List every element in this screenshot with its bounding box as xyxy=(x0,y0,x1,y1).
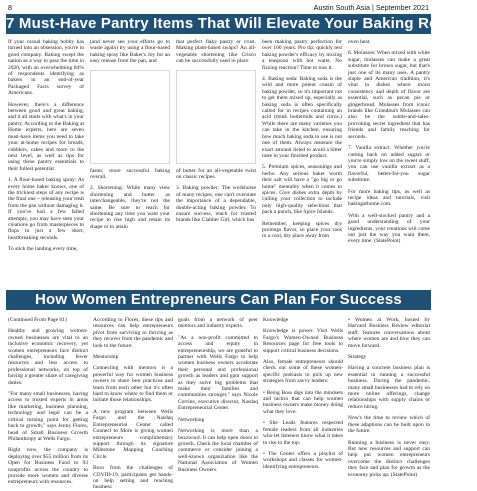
paragraph: 4. Baking soda: Baking soda is the wild and more potent cousin of baking powder, so it's important not to get them mixed up, especially as baking soda is often specifically called for in recipes containing an acid (think buttermilk and citrus.) While there are many varieties you can take in the kitchen, ensuring how much baking soda to use is not one of them. Always measure the exact amount listed to avoid a bitter taste in your finished product. xyxy=(262,76,342,159)
women-column-1 xyxy=(8,317,88,486)
paragraph: 3. Baking powder: The workhorse of many recipes, one can't overstate the importance of a dependable, double-acting baking powder. To ensure success, reach for trusted brands like Clabber Girl, which has xyxy=(176,185,256,224)
article-photo xyxy=(90,70,170,164)
subheading: Mentorship xyxy=(93,354,119,361)
paragraph: (and never see your efforts go to waste again) try using a flour-based baking spray like Baker's Joy for an easy release from the pan, and xyxy=(90,39,170,65)
paragraph: A new program between Wells Fargo and the Nasdaq Entrepreneurial Center called Connect to More is giving women entrepreneurs complimentary support through its signature Milestone Mapping Coaching Circle. xyxy=(93,408,173,460)
baking-column-2 xyxy=(90,39,170,287)
paragraph: 6. Molasses: When mixed with white sugar, molasses can make a great substitute for brown sugar, but that's just one of its many uses. A pantry staple and American tradition, it's vital in dishes where moist consistency and depth of flavor are essential, such as pecan pie or gingerbread. Molasses from iconic brands like Grandma's Molasses can also be the subtle-and-sales-provoking secret ingredient that has friends and family reaching for seconds. xyxy=(348,50,430,140)
paragraph: • The Center offers a playlist of workshops and classes for women-identifying entrepreneurs. xyxy=(263,450,343,470)
paragraph: Born from the challenges of COVID-19, participants get hands-on help setting and reaching business xyxy=(93,465,173,491)
paragraph: With a well-stocked pantry and a good understanding of your ingredients, your creations will come out just the way you want them, every time. (StatePoint) xyxy=(348,212,430,245)
paragraph: "As a non-profit committed to access and equity in entrepreneurship, we are grateful to partner with Wells Fargo to help women business owners accelerate their personal and professional growth as leaders and gain support as they solve big problems that make their families and communities stronger," says Nicole Corrine, executive director, Nasdaq Entrepreneurial Center. xyxy=(178,334,258,412)
paragraph: been making pastry perfection for over 100 years. Pro tip: quickly test baking powder's efficacy by mixing a teaspoon with hot water. No fizzing reaction? Time to toss it. xyxy=(262,39,342,71)
subheading: Networking xyxy=(178,416,205,423)
paragraph: • Being Boss digs into the mindsets and tactics that can help women business owners make money doing what they love. xyxy=(263,389,343,415)
baking-column-4 xyxy=(262,39,342,287)
publication-dateline: Austin South Asia | September 2021 xyxy=(313,3,429,12)
baking-column-3 xyxy=(176,39,256,287)
paragraph: If your casual baking hobby has turned into an obsession, you're in good company. Baking swept the nation as a way to pass the time in 2020, with an overwhelming 84% of respondents identifying as bakers in an end-of-year Packaged Facts survey of Americans. xyxy=(8,39,84,97)
paragraph: Healthy and growing women-owned businesses are vital to an inclusive economic recovery, yet women entrepreneurs face distinct challenges, including fewer resources and less access to professional networks, on top of having a greater share of caregiving duties. xyxy=(8,328,88,386)
subheading: Strategy xyxy=(348,354,367,361)
paragraph: Now's the time to review which of these adaptions can be built upon in the future. xyxy=(348,415,430,435)
paragraph: Also, female entrepreneurs should check out some of these women-specific podcasts to pick up new strategies from savvy leaders: xyxy=(263,359,343,385)
paragraph: oven heat. xyxy=(348,39,371,45)
paragraph: 7. Vanilla extract: Whether you're cutting back on added sugars or you're simply low on the sweet stuff, you can use vanilla extract as a flavorful, better-for-you sugar substitute. xyxy=(348,145,430,184)
paragraph: Networking is more than a buzzword. It can help open doors to growth. Check the local chamber of commerce or consider joining a well-known organization like the National Association of Women Business Owners. xyxy=(178,428,258,473)
baking-column-5 xyxy=(348,39,430,287)
women-column-2 xyxy=(93,317,173,491)
paragraph: goals from a network of peer mentors and industry experts. xyxy=(178,317,258,330)
article-headline-baking: 7 Must-Have Pantry Items That Will Elevate Your Baking Recipes xyxy=(6,15,477,32)
page-header xyxy=(8,3,429,13)
paragraph: For more baking tips, as well as recipe ideas and tutorials, visit bakingathome.com. xyxy=(348,188,430,208)
paragraph: Remember, keeping spices dry prolongs flavor, so place your rack in a cool, dry place away from xyxy=(262,220,342,240)
article-photo-continued xyxy=(176,70,256,164)
paragraph: To stick the landing every time, xyxy=(8,246,78,253)
paragraph: of butter for an all-vegetable twist on classic recipes. xyxy=(176,167,256,181)
paragraph: Running a business is never easy. But new resources and support can help put women entrepreneurs overcome the distinct challenges they face and plan for growth as the economy picks up. (StatePoint) xyxy=(348,439,430,478)
paragraph: "For many small businesses, having access to trusted experts in areas like marketing, business planning, technology and legal can be a critical turning point for getting back to growth," says Jenny Flores, head of Small Business Growth Philanthropy at Wells Fargo. xyxy=(8,391,88,442)
paragraph: However, there's a difference between good and great baking, and it all starts with what's in your pantry. According to the Baking at Home experts, here are seven must-have items you need to take your at-home recipes for breads, cobblers, cakes and more to the next level, as well as tips for using these pantry essentials to their fullest potential: xyxy=(8,101,84,172)
paragraph: • Women at Work, hosted by Harvard Business Review editorial staff, features conversations about where women are and how they can move forward. xyxy=(348,317,430,349)
page-number: 8 xyxy=(8,3,12,12)
paragraph: that perfect flaky pastry or crust. Making plant-based swaps? An all-vegetable shortening like Crisco can be successfully used in place xyxy=(176,39,256,65)
paragraph: 5. Premium spices, seasonings and herbs: Any serious baker worth their salt will have a "go big or go home" mentality when it comes to spices. Give dishes extra depth by culling your collection to include only high-quality selections that pack a punch, like Spice Islands. xyxy=(262,164,342,216)
paragraph: Right now, the company is deploying over $55 million from its Open for Business Fund to 93 nonprofits across the country to provide more women and diverse entrepreneurs with resources. xyxy=(8,447,88,486)
paragraph: According to Flores, these tips and resources can help entrepreneurs pivot from surviving to thriving as they recover from the pandemic and look to the future: xyxy=(93,317,173,349)
paragraph: 1. A flour-based baking spray: As every home baker knows, one of the trickiest steps of any recipe is the final one – releasing your treat from the pan without damaging it. If you've had a few failed attempts, you may have seen your creations go from masterpieces to flops in just a few short, heartbreaking seconds. xyxy=(8,177,84,241)
paragraph: (Continued From Page 01) xyxy=(8,317,67,323)
article-headline-entrepreneurs: How Women Entrepreneurs Can Plan For Success xyxy=(6,290,431,310)
paragraph: Having a concrete business plan is essential in running a successful business. During the pandemic, many small businesses had to rely on more online offerings, change relationships with supply chains or reduce hiring. xyxy=(348,365,430,410)
paragraph: Knowledge is power. Visit Wells Fargo's Women-Owned Business Resources page for free tools to support critical business decisions. xyxy=(263,328,343,354)
baking-column-1 xyxy=(8,39,84,287)
women-column-5 xyxy=(348,317,430,477)
paragraph: Connecting with mentors is a powerful way for women business owners to share best practices and learn from each other but it's often hard to know where to find them or initiate those relationships. xyxy=(93,365,173,404)
women-column-3 xyxy=(178,317,258,477)
paragraph: • She Leads features respected female leaders from all industries who let listeners know what it takes to rise to the top. xyxy=(263,420,343,446)
paragraph: faster, more successful baking overall. xyxy=(90,167,170,181)
subheading: Knowledge xyxy=(263,317,289,323)
women-column-4 xyxy=(263,317,343,477)
paragraph: 2. Shortening: While many view shortening and butter as interchangeable, they're not the same. Be sure to reach for shortening any time you want your recipe to rise high and retain its shape or to attain xyxy=(90,185,170,230)
